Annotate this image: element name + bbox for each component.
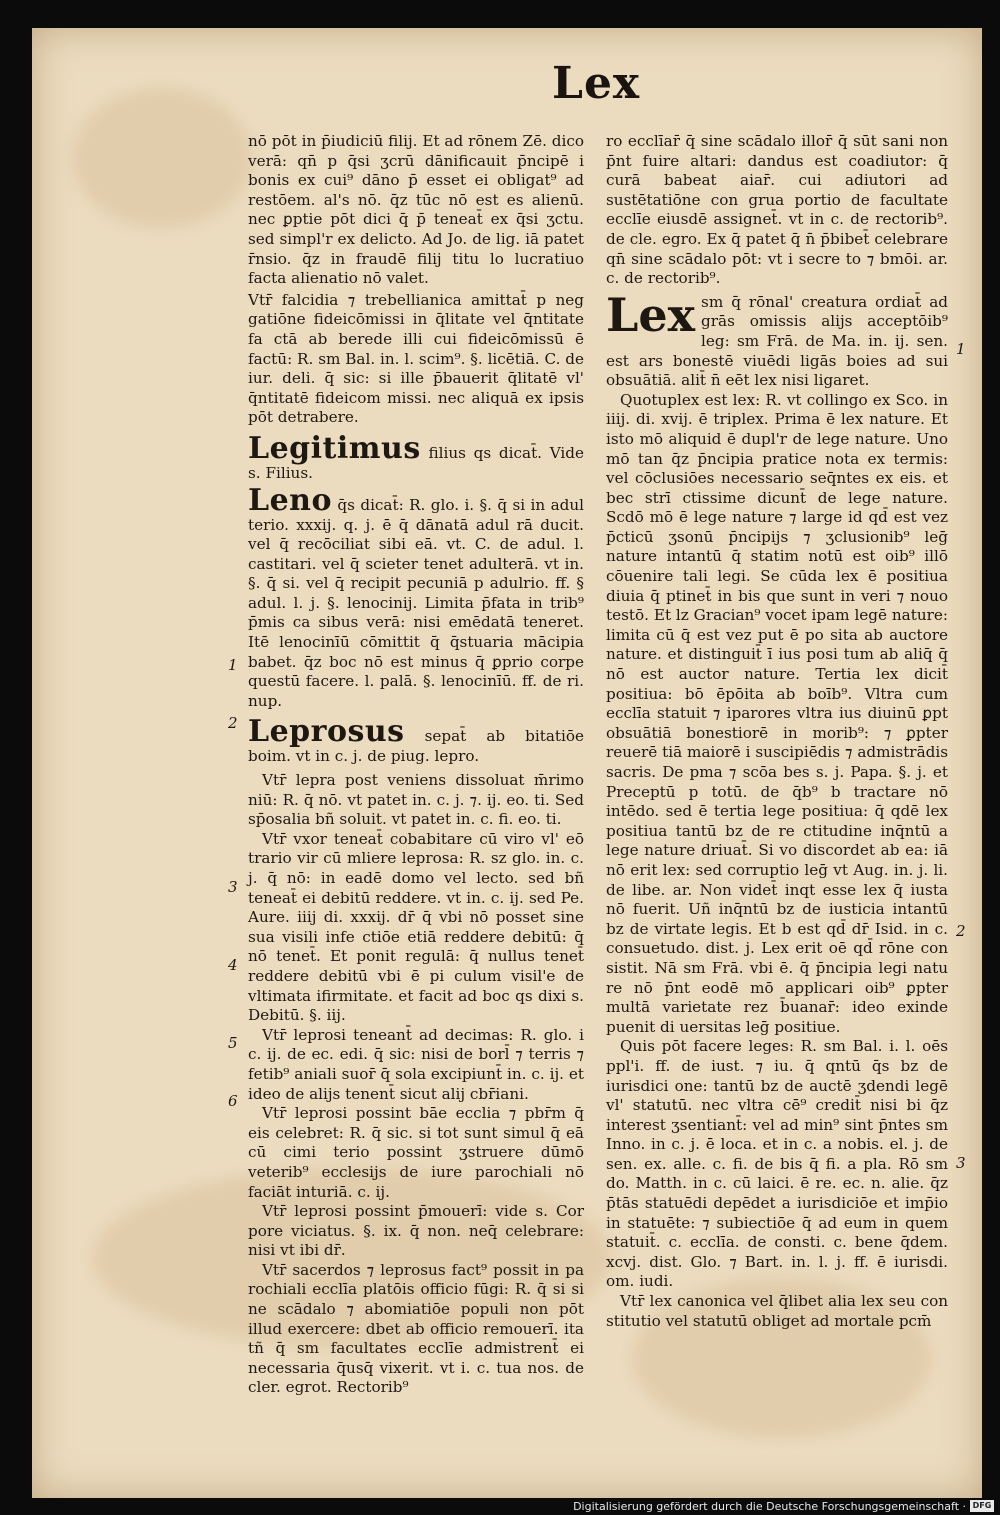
margin-number: 4 xyxy=(228,956,238,974)
margin-number: 3 xyxy=(956,1154,966,1172)
paper-stain xyxy=(72,88,252,228)
margin-number: 1 xyxy=(228,656,238,674)
margin-number: 1 xyxy=(956,340,966,358)
margin-number: 3 xyxy=(228,878,238,896)
margin-number: 2 xyxy=(228,714,238,732)
margin-number: 6 xyxy=(228,1092,238,1110)
entry-heading-leprosus: Leprosus xyxy=(248,714,405,750)
entry-heading-leno: Leno xyxy=(248,482,333,518)
entry-heading-legitimus: Legitimus xyxy=(248,430,421,466)
numbered-paragraph: Quis pōt facere leges: R. sm Bal. i. l. oēs ppl'i. ff. de iust. ⁊ iu. q̄ qntū q̄s bz de iurisdici one: tantū bz de auctē ʒdendi legē vl' statutū. nec vltra cē⁹ credit̄ nisi bi q̄z interest ʒsentiant̄: vel ad min⁹ sint p̄ntes sm Inno. in c. j. ē loca. et in c. a nobis. el. j. de sen. ex. alle. c. fi. de bis q̄ fi. a pla. Rō sm do. Matth. in c. cū laici. ē re. ec. n. alie. q̄z p̄tās statuēdi depēdet a iurisdiciōe et imp̄io in statuēte: ⁊ subiectiōe q̄ ad eum in quem statuit̄. c. ecclīa. de consti. c. bene q̄dem. xcvj. dist. Glo. ⁊ Bart. in. l. j. ff. ē iurisdi. om. iudi. xyxy=(606,1037,948,1291)
numbered-paragraph: Quotuplex est lex: R. vt collingo ex Sco. in iiij. di. xvij. ē triplex. Prima ē lex nature. Et isto mō aliquid ē dupl'r de lege nature. Uno mō tan q̄z p̄ncipia pratice nota ex termis: vel cōclusiōes necessario seq̄ntes ex eis. et bec strī ctissime dicunt̄ de lege nature. Scdō mō ē lege nature ⁊ large id qd̄ est vez p̄cticū ʒsonū p̄ncipijs ⁊ ʒclusionib⁹ leḡ nature intantū q̄ statim notū est oib⁹ illō cōuenire tali legi. Se cūda lex ē positiua diuia q̄ ptinet̄ in bis que sunt in veri ⁊ nouo testō. Et lz Gracian⁹ vocet ipam legē nature: limita cū q̄ est vez put ē po sita ab auctore nature. et distinguit̄ ī ius posi tum ab aliq̄ q̄ nō est auctor nature. Tertia lex dicit̄ positiua: bō ēpōita ab boīb⁹. Vltra cum ecclīa statuit ⁊ iparores vltra ius diuinū ꝑpt obsuātiā bonestiorē in morib⁹: ⁊ ꝑpter reuerē tiā maiorē i suscipiēdis ⁊ admistrādis sacris. De pma ⁊ scōa bes s. j. Papa. §. j. et Preceptū p totū. de q̄b⁹ b tractare nō intēdo. sed ē tertia lege positiua: q̄ qdē lex positiua tantū bz de re ctitudine inq̄ntū a lege nature driuat̄. Si vo discordet ab ea: iā nō erit lex: sed corruptio leḡ vt Aug. in. j. li. de libe. ar. Non videt̄ inqt esse lex q̄ iusta nō fuerit. Uñ inq̄ntū bz de iusticia intantū bz de virtate legis. Et b est qd̄ dr̄ Isid. in c. consuetudo. dist. j. Lex erit oē qd̄ rōne con sistit. Nā sm Frā. vbi ē. q̄ p̄ncipia legi natu re nō p̄nt eodē mō applicari oib⁹ ꝑpter multā varietate rez b̄uanar̄: ideo exinde puenit di uersitas leḡ positiue. xyxy=(606,390,948,1036)
paragraph: Vtr̄ falcidia ⁊ trebellianica amittat̄ p neg gatiōne fideicōmissi in q̄litate vel q̄ntitate fa ctā ab berede illi cui fideicōmissū ē factū: R. sm Bal. in. l. scim⁹. §. licētiā. C. de iur. deli. q̄ sic: si ille p̄bauerit q̄litatē vl' q̄ntitatē fideicom missi. nec aliquā ex ipsis pōt detrabere. xyxy=(248,290,584,427)
numbered-paragraph: Vtr̄ vxor teneat̄ cobabitare cū viro vl' eō trario vir cū mliere leprosa: R. sz glo. in. c. j. q̄ nō: in eadē domo vel lecto. sed bñ teneat̄ ei debitū reddere. vt in. c. ij. sed Pe. Aure. iiij di. xxxij. dr̄ q̄ vbi nō posset sine sua visili infe ctiōe etiā reddere debitū: q̄ nō tenet̄. Et ponit regulā: q̄ nullus tenet̄ reddere debitū vbi ē pi culum visil'e de vltimata ifirmitate. et facit ad boc qs dixi s. Debitū. §. iij. xyxy=(248,829,584,1025)
numbered-paragraph: Vtr̄ leprosi teneant̄ ad decimas: R. glo. i c. ij. de ec. edi. q̄ sic: nisi de borl̄ ⁊ terris ⁊ fetib⁹ aniali suor̄ q̄ sola excipiunt̄ in. c. ij. et ideo de alijs tenent̄ sicut alij cbr̄iani. xyxy=(248,1025,584,1103)
entry-text: sm q̄ rōnal' creatura ordiat̄ ad grās omissis alijs acceptōib⁹ leg: sm Frā. de Ma. in. ij. sen. est ars bonestē viuēdi ligās boies ad sui obsuātiā. alit̄ n̄ eēt lex nisi ligaret. xyxy=(606,292,948,390)
paragraph: ro ecclīar̄ q̄ sine scādalo illor̄ q̄ sūt sani non p̄nt fuire altari: dandus est coadiutor: q̄ curā babeat aiar̄. cui adiutori ad sustētatiōne con grua portio de facultate ecclīe eiusdē assignet̄. vt in c. de rectorib⁹. de cle. egro. Ex q̄ patet q̄ n̄ p̄bibet̄ celebrare qn̄ sine scādalo pōt: vt i secre to ⁊ bmōi. ar. c. de rectorib⁹. xyxy=(606,132,948,288)
entry-text: sepat̄ ab bitatiōe boim. vt in c. j. de piug. lepro. xyxy=(248,727,584,766)
margin-number: 5 xyxy=(228,1034,238,1052)
numbered-paragraph: Vtr̄ lex canonica vel q̄libet alia lex seu con stitutio vel statutū obliget ad mortale pcm̄ xyxy=(606,1292,948,1330)
numbered-paragraph: Vtr̄ sacerdos ⁊ leprosus fact⁹ possit in pa rochiali ecclīa platōis officio fūgi: R. q̄ si si ne scādalo ⁊ abomiatiōe populi non pōt illud exercere: dbet ab officio remouerī. ita tñ q̄ sm facultates ecclīe admistrent̄ ei necessaria q̄usq̄ vixerit. vt i. c. tua nos. de cler. egrot. Rectorib⁹ xyxy=(248,1260,584,1397)
numbered-paragraph: Vtr̄ leprosi possint p̄mouerī: vide s. Cor pore viciatus. §. ix. q̄ non. neq̄ celebrare: nisi vt ibi dr̄. xyxy=(248,1202,584,1260)
footer-credit: Digitalisierung gefördert durch die Deutsche Forschungsgemeinschaft · xyxy=(573,1500,966,1513)
right-column xyxy=(606,132,948,1331)
entry-text: q̄s dicat̄: R. glo. i. §. q̄ si in adul terio. xxxij. q. j. ē q̄ dānatā adul rā ducit. vel q̄ recōciliat sibi eā. vt. C. de adul. l. castitari. vel q̄ scieter tenet adulterā. vt in. §. q̄ si. vel q̄ recipit pecuniā p adulrio. ff. § adul. l. j. §. lenocinij. Limita p̄fata in trib⁹ p̄mis ca sibus verā: nisi emēdatā teneret. Itē lenocinīū cōmittit q̄ q̄stuaria mācipia babet. q̄z boc nō est minus q̄ ꝑprio corpe questū facere. l. palā. §. lenocinīū. ff. de ri. nup. xyxy=(248,495,585,710)
left-column xyxy=(248,132,584,1398)
paragraph: nō pōt in p̄iudiciū filij. Et ad rōnem Zē. dico verā: qn̄ p q̄si ʒcrū dānificauit p̄ncipē i bonis ex cui⁹ dāno p̄ esset ei obligat⁹ ad restōem. al's nō. q̄z tūc nō est es alienū. nec ꝑptie pōt dici q̄ p̄ teneat̄ ex q̄si ʒctu. sed simpl'r ex delicto. Ad Jo. de lig. iā patet r̄nsio. q̄z in fraudē filij titu lo lucratiuo facta alienatio nō valet. xyxy=(248,132,584,288)
entry-text: filius qs dicat̄. Vide s. Filius. xyxy=(248,443,585,482)
numbered-paragraph: Vtr̄ leprosi possint bāe ecclia ⁊ pbr̄m q̄ eis celebret: R. q̄ sic. si tot sunt simul q̄ eā cū cimi terio possint ʒstruere dūmō veterib⁹ ecclesijs de iure parochiali nō faciāt inturiā. c. ij. xyxy=(248,1104,584,1201)
running-head: Lex xyxy=(552,58,641,109)
entry-heading-lex: Lex xyxy=(606,287,696,342)
page-sheet xyxy=(32,28,982,1498)
numbered-paragraph: Vtr̄ lepra post veniens dissoluat m̄rimo niū: R. q̄ nō. vt patet in. c. j. ⁊. ij. eo. ti. Sed sp̄osalia bñ soluit. vt patet in. c. fi. eo. ti. xyxy=(248,771,584,829)
dfg-logo-icon: DFG xyxy=(970,1500,994,1512)
margin-number: 2 xyxy=(956,922,966,940)
